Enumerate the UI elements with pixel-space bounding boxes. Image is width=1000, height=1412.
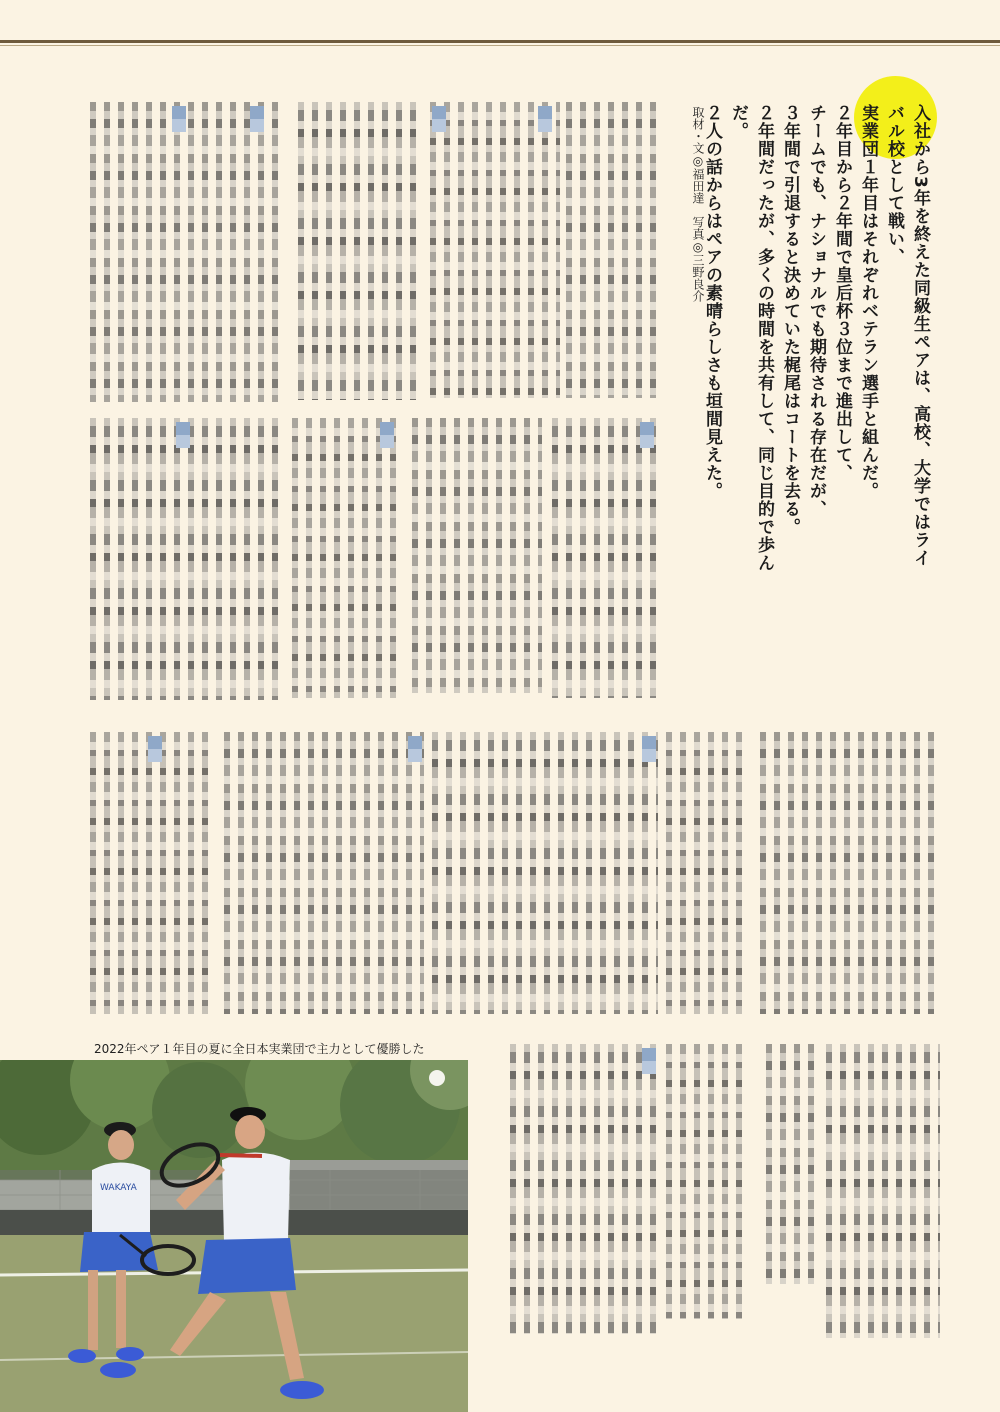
body-text-block bbox=[298, 102, 418, 400]
lead-line: 実業団１年目はそれぞれベテラン選手と組んだ。 bbox=[858, 104, 878, 500]
section-marker bbox=[408, 736, 422, 762]
lead-line: チームでも、ナショナルでも期待される存在だが、 bbox=[806, 104, 826, 518]
section-marker bbox=[642, 1048, 656, 1074]
photo-caption: 2022年ペア１年目の夏に全日本実業団で主力として優勝した bbox=[94, 1042, 425, 1056]
body-text-block bbox=[90, 418, 280, 700]
section-marker bbox=[148, 736, 162, 762]
body-text-block bbox=[760, 732, 940, 1014]
body-text-block bbox=[826, 1044, 940, 1338]
lead-line: ２年目から２年間で皇后杯３位まで進出して、 bbox=[832, 104, 852, 482]
section-marker bbox=[176, 422, 190, 448]
section-marker bbox=[432, 106, 446, 132]
body-text-block bbox=[432, 732, 658, 1014]
tennis-photo bbox=[0, 1060, 468, 1412]
body-text-block bbox=[552, 418, 658, 698]
lead-text bbox=[702, 104, 933, 574]
header-rule-thin bbox=[0, 45, 1000, 46]
section-marker bbox=[250, 106, 264, 132]
body-text-block bbox=[566, 102, 658, 398]
body-text-block bbox=[90, 102, 285, 402]
body-text-block bbox=[666, 732, 746, 1014]
author-credit: 取材・文◎福田達 写真◎三野良介 bbox=[691, 106, 705, 302]
body-text-block bbox=[766, 1044, 816, 1284]
body-text-block bbox=[90, 732, 215, 1014]
body-text-block bbox=[292, 418, 402, 698]
lead-line: 入社から3年を終えた同級生ペアは、高校、大学ではライバル校として戦い、 bbox=[884, 104, 930, 567]
lead-line: ３年間で引退すると決めていた梶尾はコートを去る。 bbox=[780, 104, 800, 536]
body-text-block bbox=[510, 1044, 660, 1334]
body-text-block bbox=[666, 1044, 742, 1319]
section-marker bbox=[380, 422, 394, 448]
lead-line: ２人の話からはペアの素晴らしさも垣間見えた。 bbox=[702, 104, 722, 500]
jersey-text: WAKAYA bbox=[100, 1183, 137, 1193]
body-text-block bbox=[412, 418, 542, 693]
body-text-block bbox=[430, 102, 560, 398]
header-rule bbox=[0, 40, 1000, 43]
section-marker bbox=[538, 106, 552, 132]
tennis-photo-illustration bbox=[0, 1060, 468, 1412]
lead-line: ２年間だったが、多くの時間を共有して、同じ目的で歩んだ。 bbox=[728, 104, 774, 572]
section-marker bbox=[640, 422, 654, 448]
body-text-block bbox=[224, 732, 424, 1014]
section-marker bbox=[642, 736, 656, 762]
section-marker bbox=[172, 106, 186, 132]
